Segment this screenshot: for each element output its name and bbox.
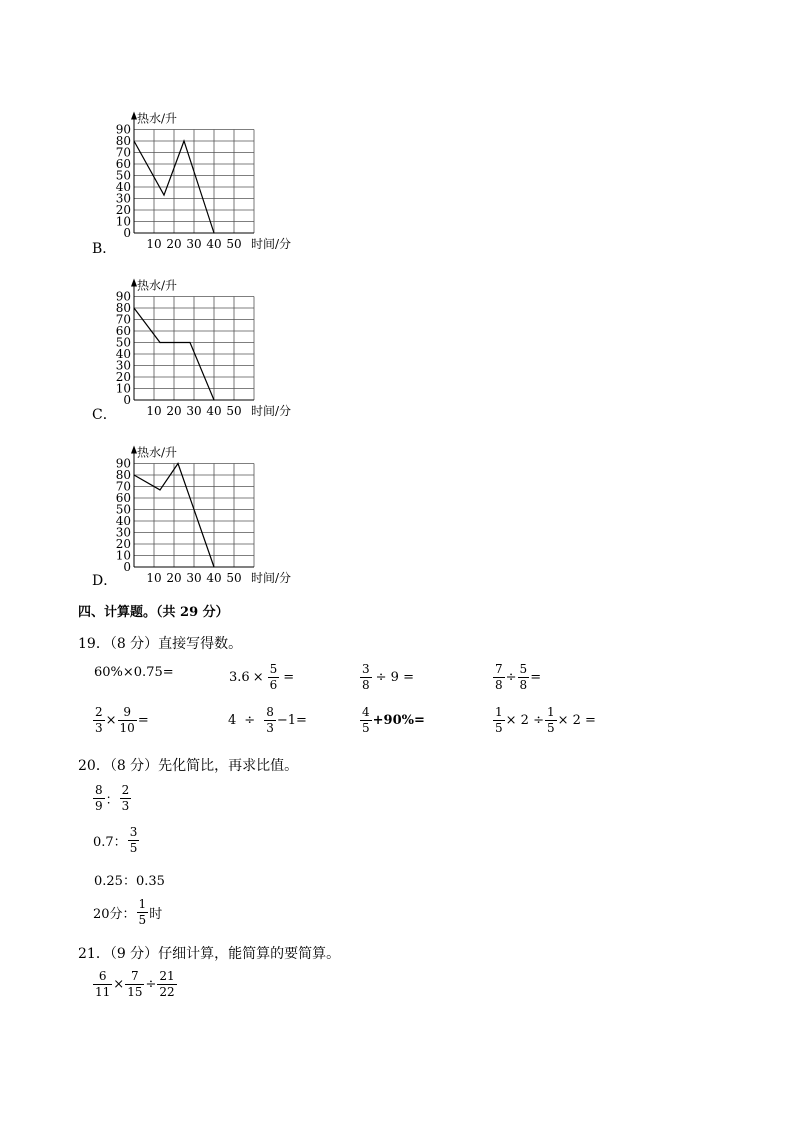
data-point bbox=[133, 474, 134, 475]
x-tick-label: 10 bbox=[146, 237, 162, 251]
y-tick-label: 10 bbox=[115, 214, 131, 229]
y-tick-label: 50 bbox=[115, 335, 131, 350]
expr-mid: × 2 ÷ bbox=[505, 713, 544, 728]
y-tick-label: 0 bbox=[123, 560, 131, 574]
fraction bbox=[360, 663, 372, 692]
denominator: 8 bbox=[362, 678, 370, 692]
q19-expr-7 bbox=[359, 706, 425, 735]
x-tick-label: 30 bbox=[186, 404, 202, 418]
data-point bbox=[163, 194, 164, 195]
q19-expr-1 bbox=[94, 665, 174, 680]
numerator: 4 bbox=[362, 705, 370, 719]
x-tick-label: 40 bbox=[206, 237, 222, 251]
fraction bbox=[93, 970, 112, 999]
q20-ratio-4 bbox=[93, 898, 162, 927]
y-tick-label: 50 bbox=[115, 502, 131, 517]
fraction bbox=[137, 898, 149, 927]
q20-ratio-3: 0.25：0.35 bbox=[94, 874, 165, 889]
q21-title: 21．（9 分）仔细计算，能简算的要简算。 bbox=[78, 946, 341, 962]
x-tick-label: 50 bbox=[226, 404, 242, 418]
unit: 时 bbox=[149, 907, 163, 922]
q19-title: 19．（8 分）直接写得数。 bbox=[78, 636, 243, 652]
y-tick-label: 90 bbox=[115, 122, 131, 137]
fraction bbox=[125, 970, 144, 999]
option-label-d: D． bbox=[92, 573, 118, 589]
x-tick-label: 20 bbox=[166, 571, 182, 585]
number: 20分： bbox=[93, 907, 136, 922]
numerator: 8 bbox=[266, 705, 274, 719]
numerator: 5 bbox=[519, 662, 528, 676]
x-tick-label: 50 bbox=[226, 237, 242, 251]
equals: = bbox=[530, 670, 542, 685]
y-tick-label: 40 bbox=[115, 514, 131, 528]
denominator: 15 bbox=[127, 985, 143, 999]
expr-rest: +90%= bbox=[372, 713, 425, 728]
operator: × bbox=[105, 713, 117, 728]
q19-expr-5 bbox=[92, 706, 149, 735]
x-axis-label: 时间/分 bbox=[251, 571, 292, 585]
fraction bbox=[360, 706, 372, 735]
numerator: 1 bbox=[138, 897, 147, 911]
expr-rest: ÷ 9 = bbox=[375, 670, 414, 685]
y-axis-label: 热水/升 bbox=[137, 278, 178, 293]
fraction bbox=[120, 784, 132, 813]
q19-expr-2 bbox=[229, 663, 297, 692]
denominator: 10 bbox=[119, 721, 135, 735]
x-tick-label: 50 bbox=[226, 571, 242, 585]
chart-d-svg bbox=[0, 429, 330, 604]
fraction bbox=[157, 970, 176, 999]
q20-ratio-2 bbox=[93, 826, 140, 855]
q19-expr-6 bbox=[228, 706, 307, 735]
q19-expr-4 bbox=[492, 663, 541, 692]
fraction bbox=[93, 784, 105, 813]
y-tick-label: 60 bbox=[115, 491, 131, 505]
fraction bbox=[545, 706, 557, 735]
y-axis-label: 热水/升 bbox=[137, 111, 178, 126]
fraction bbox=[493, 663, 505, 692]
x-tick-label: 20 bbox=[166, 404, 182, 418]
numerator: 8 bbox=[95, 783, 103, 797]
data-point bbox=[133, 307, 134, 308]
y-tick-label: 70 bbox=[115, 479, 131, 494]
chart-option-b bbox=[0, 95, 330, 270]
denominator: 8 bbox=[495, 678, 503, 692]
denominator: 5 bbox=[129, 841, 138, 855]
q19-expr-3 bbox=[359, 663, 417, 692]
option-label-c: C． bbox=[92, 407, 117, 423]
denominator: 5 bbox=[546, 721, 555, 735]
expr-text: 60%×0.75= bbox=[94, 665, 174, 680]
denominator: 11 bbox=[95, 985, 111, 999]
y-tick-label: 60 bbox=[115, 157, 131, 171]
chart-option-d bbox=[0, 429, 330, 604]
numerator: 3 bbox=[362, 662, 370, 676]
y-tick-label: 30 bbox=[115, 525, 131, 540]
numerator: 7 bbox=[495, 662, 503, 676]
equals: = bbox=[137, 713, 149, 728]
y-tick-label: 50 bbox=[115, 168, 131, 183]
y-tick-label: 80 bbox=[115, 468, 131, 482]
fraction bbox=[493, 706, 505, 735]
denominator: 3 bbox=[95, 721, 103, 735]
x-tick-label: 10 bbox=[146, 571, 162, 585]
denominator: 3 bbox=[266, 721, 274, 735]
y-tick-label: 80 bbox=[115, 301, 131, 315]
y-tick-label: 20 bbox=[115, 203, 131, 217]
y-tick-label: 30 bbox=[115, 191, 131, 206]
y-tick-label: 40 bbox=[115, 180, 131, 194]
chart-option-c bbox=[0, 262, 330, 437]
numerator: 3 bbox=[129, 825, 138, 839]
data-point bbox=[159, 342, 160, 343]
y-tick-label: 60 bbox=[115, 324, 131, 338]
equals: = bbox=[283, 670, 295, 685]
denominator: 8 bbox=[519, 678, 528, 692]
expr-rest: × 2 = bbox=[557, 713, 596, 728]
numerator: 9 bbox=[123, 705, 131, 719]
y-tick-label: 20 bbox=[115, 370, 131, 384]
numerator: 7 bbox=[131, 969, 139, 983]
option-label-b: B． bbox=[92, 241, 117, 257]
chart-c-svg bbox=[0, 262, 330, 437]
expr-rest: −1= bbox=[276, 713, 307, 728]
number: 0.7： bbox=[93, 835, 127, 850]
y-tick-label: 30 bbox=[115, 358, 131, 373]
number: 4 bbox=[228, 713, 237, 728]
q19-expr-8 bbox=[492, 706, 596, 735]
x-axis-label: 时间/分 bbox=[251, 404, 292, 418]
section-title: 四、计算题。（共 29 分） bbox=[78, 605, 229, 620]
fraction bbox=[118, 706, 137, 735]
y-tick-label: 80 bbox=[115, 134, 131, 148]
numerator: 21 bbox=[159, 969, 175, 983]
y-tick-label: 40 bbox=[115, 347, 131, 361]
numerator: 2 bbox=[121, 783, 130, 797]
data-point bbox=[183, 140, 184, 141]
denominator: 5 bbox=[362, 721, 370, 735]
y-tick-label: 90 bbox=[115, 456, 131, 471]
data-point bbox=[213, 399, 214, 400]
operator: × bbox=[252, 670, 264, 685]
y-tick-label: 70 bbox=[115, 312, 131, 327]
number: 3.6 bbox=[229, 670, 250, 685]
y-tick-label: 0 bbox=[123, 226, 131, 240]
operator: ÷ bbox=[145, 977, 157, 992]
x-tick-label: 30 bbox=[186, 571, 202, 585]
denominator: 6 bbox=[269, 678, 278, 692]
denominator: 5 bbox=[138, 913, 147, 927]
operator: ÷ bbox=[244, 713, 256, 728]
colon: ： bbox=[105, 793, 119, 808]
operator: × bbox=[113, 977, 125, 992]
numerator: 5 bbox=[269, 662, 278, 676]
denominator: 3 bbox=[121, 799, 130, 813]
data-point bbox=[213, 566, 214, 567]
x-tick-label: 30 bbox=[186, 237, 202, 251]
numerator: 2 bbox=[95, 705, 103, 719]
fraction bbox=[128, 826, 140, 855]
numerator: 1 bbox=[495, 705, 503, 719]
denominator: 9 bbox=[95, 799, 103, 813]
data-point bbox=[133, 140, 134, 141]
y-tick-label: 90 bbox=[115, 289, 131, 304]
x-axis-label: 时间/分 bbox=[251, 237, 292, 251]
chart-b-svg bbox=[0, 95, 330, 270]
fraction bbox=[268, 663, 280, 692]
q21-expr-1 bbox=[92, 970, 178, 999]
y-tick-label: 70 bbox=[115, 145, 131, 160]
data-point bbox=[177, 463, 178, 464]
denominator: 22 bbox=[159, 985, 175, 999]
data-point bbox=[213, 232, 214, 233]
operator: ÷ bbox=[505, 670, 517, 685]
x-tick-label: 20 bbox=[166, 237, 182, 251]
fraction bbox=[93, 706, 105, 735]
data-point bbox=[189, 342, 190, 343]
data-point bbox=[159, 489, 160, 490]
y-tick-label: 10 bbox=[115, 381, 131, 396]
numerator: 6 bbox=[98, 969, 107, 983]
y-axis-label: 热水/升 bbox=[137, 445, 178, 460]
fraction bbox=[518, 663, 530, 692]
fraction bbox=[264, 706, 276, 735]
y-tick-label: 0 bbox=[123, 393, 131, 407]
x-tick-label: 10 bbox=[146, 404, 162, 418]
x-tick-label: 40 bbox=[206, 404, 222, 418]
q20-title: 20．（8 分）先化简比，再求比值。 bbox=[78, 758, 299, 774]
denominator: 5 bbox=[495, 721, 503, 735]
x-tick-label: 40 bbox=[206, 571, 222, 585]
q20-ratio-1 bbox=[92, 784, 132, 813]
numerator: 1 bbox=[546, 705, 555, 719]
y-tick-label: 20 bbox=[115, 537, 131, 551]
y-tick-label: 10 bbox=[115, 548, 131, 563]
